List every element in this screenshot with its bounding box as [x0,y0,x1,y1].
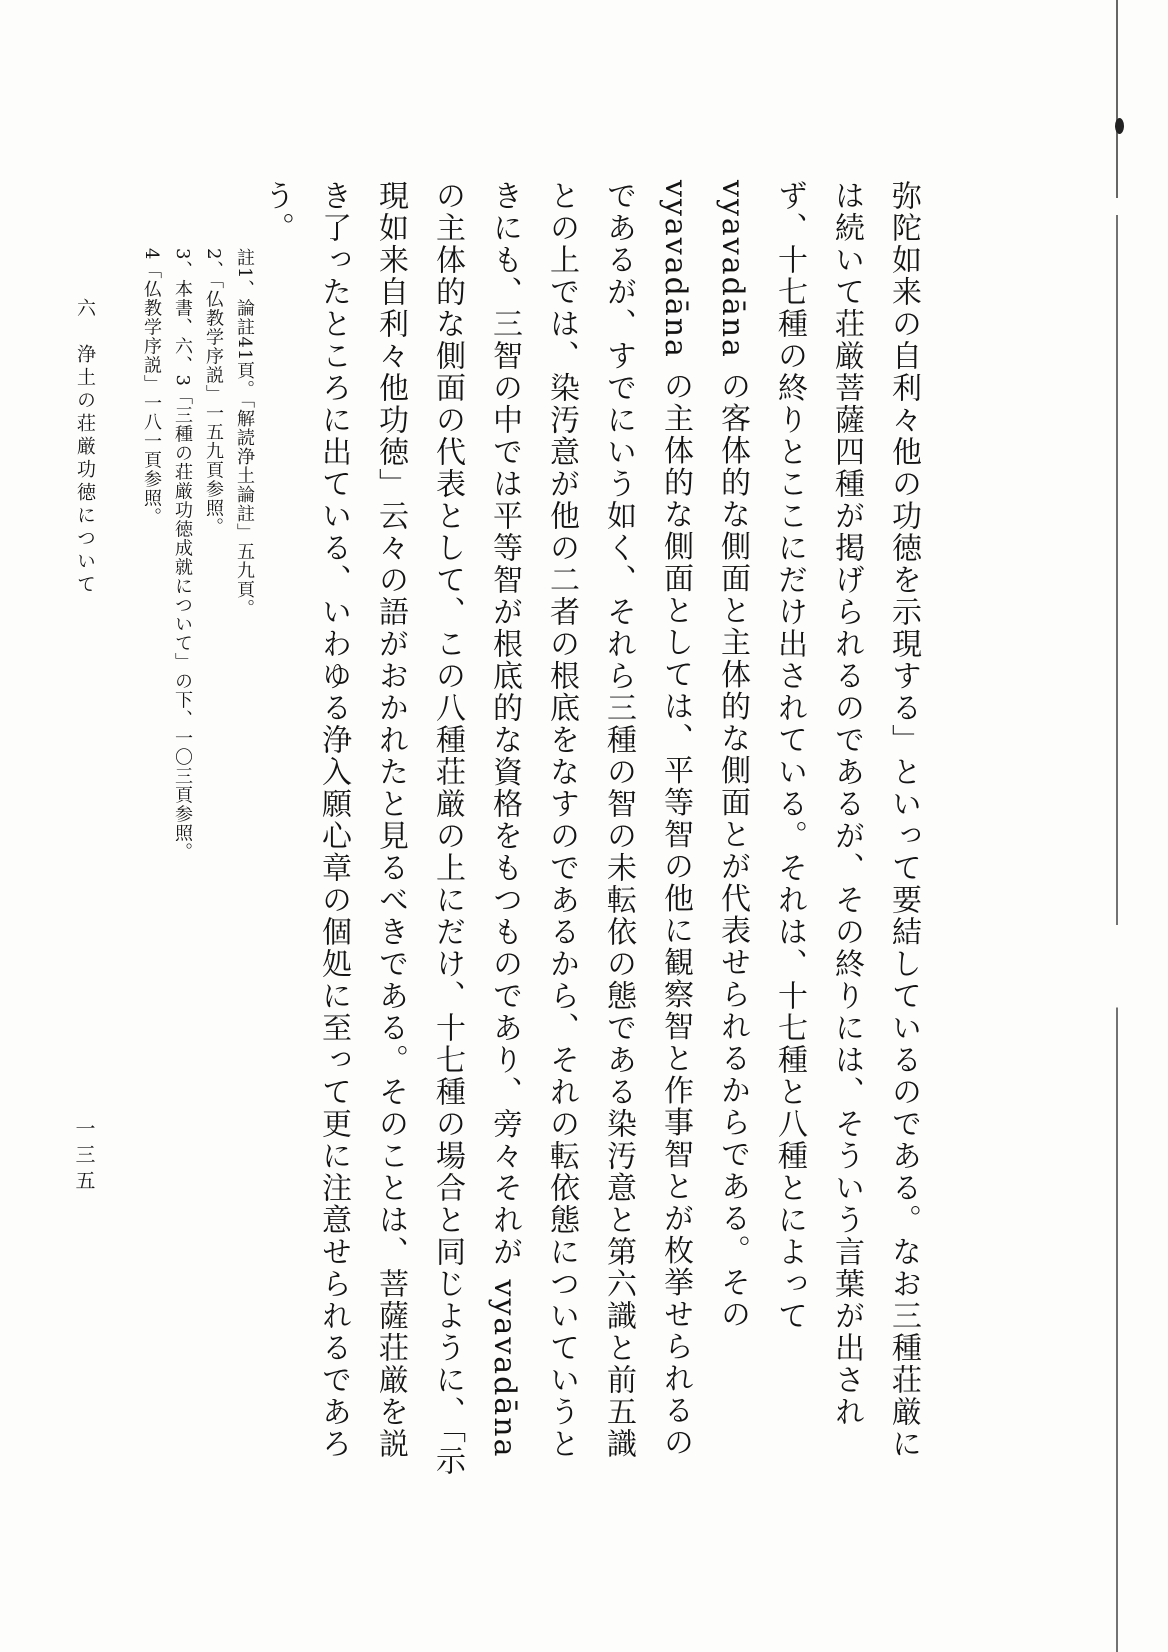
binding-hole-mark [1115,118,1124,134]
main-text [248,180,932,1480]
body-paragraph: 弥陀如来の自利々他の功徳を示現する」といって要結しているのである。なお三種荘厳には続いて荘厳菩薩四種が掲げられるのであるが、その終りには、そういう言葉が出されず、十七種の終りとここにだけ出されている。それは、十七種と八種とによって vyavadāna の客体的な側面と主体的な側面とが代表せられるからである。その vyavadāna の主体的な側面としては、平等智の他に観察智と作事智とが枚挙せられるのであるが、すでにいう如く、それら三種の智の未転依の態である染汚意と第六識と前五識との上では、染汚意が他の二者の根底をなすのであるから、それの転依態についていうときにも、三智の中では平等智が根底的な資格をもつものであり、旁々それが vyavadāna の主体的な側面の代表として、この八種荘厳の上にだけ、十七種の場合と同じように、「示現如来自利々他功徳」云々の語がおかれたと見るべきである。そのことは、菩薩荘厳を説き了ったところに出ている、いわゆる浄入願心章の個処に至って更に注意せられるであろう。 [259,180,921,1477]
footnote-4: 4「仏教学序説」一八一頁参照。 [141,248,162,527]
footnote-3: 3、本書、六、3「三種の荘厳功徳成就について」の下、一〇三頁参照。 [172,248,193,862]
running-head: 六 浄土の荘厳功徳について [74,298,96,597]
footnote-1: 註1、論註41頁。「解読浄土論註」五九頁。 [234,248,255,619]
footnote-2: 2、「仏教学序説」一五九頁参照。 [203,248,224,537]
page-number: 一三五 [72,1118,96,1196]
binding-edge-line [1116,0,1118,1652]
footnotes [136,248,260,908]
